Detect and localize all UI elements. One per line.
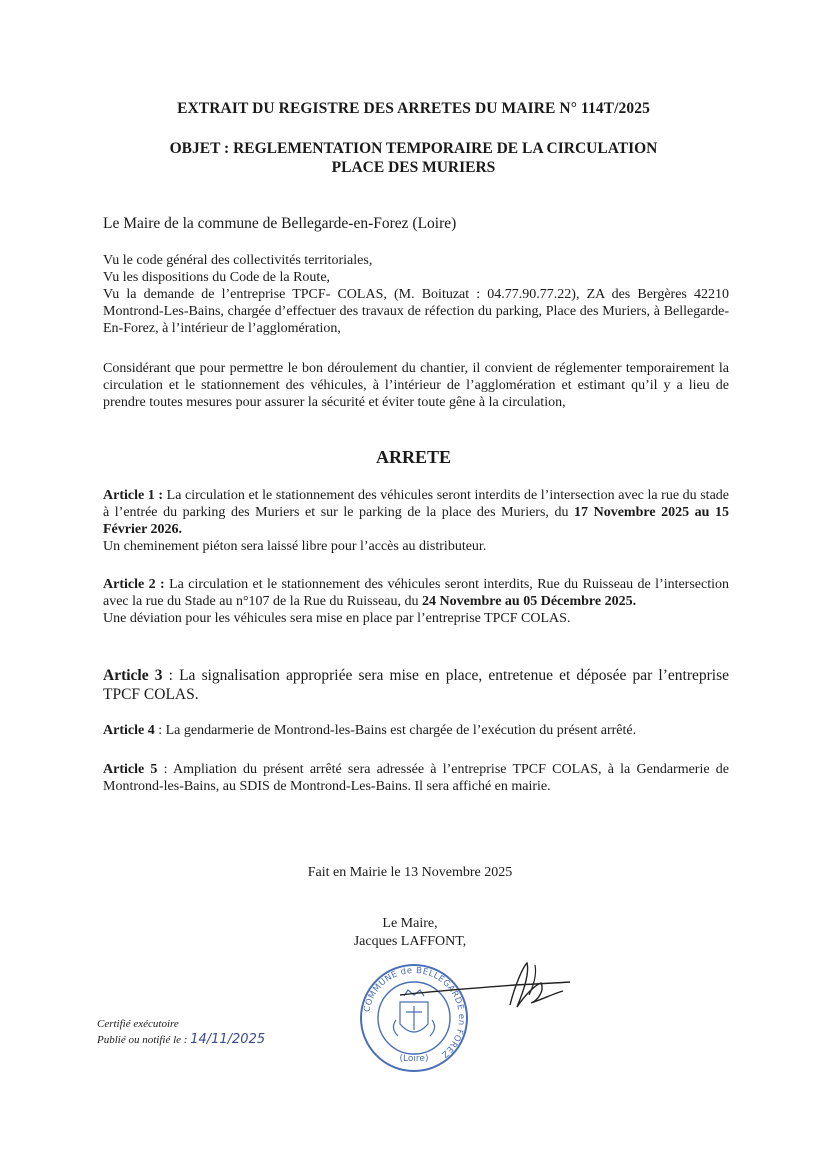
vu-line-3: Vu la demande de l’entreprise TPCF- COLAS, (M. Boituzat : 04.77.90.77.22), ZA des Bergères 42210 Montrond-Les-Bains, chargée d’effectuer des travaux de réfection du parking, Place des Muriers, à Bellegarde-En-Forez, à l’intérieur de l’agglomération, <box>103 287 729 336</box>
article-3 <box>103 666 729 704</box>
vu-block <box>103 252 729 337</box>
article-2-label: Article 2 : <box>103 577 165 592</box>
article-2-note: Une déviation pour les véhicules sera mise en place par l’entreprise TPCF COLAS. <box>103 611 571 626</box>
arrete-heading: ARRETE <box>375 447 451 467</box>
document-title: EXTRAIT DU REGISTRE DES ARRETES DU MAIRE N° 114T/2025 <box>177 100 650 117</box>
article-1-dates: 17 Novembre 2025 au 15 Février 2026. <box>103 505 729 537</box>
maire-title: Le Maire, <box>382 916 438 931</box>
publie-notifie-label: Publié ou notifié le : <box>97 1034 188 1046</box>
handwritten-signature <box>395 955 575 1015</box>
article-4-text: : La gendarmerie de Montrond-les-Bains est chargée de l’exécution du présent arrêté. <box>154 723 637 738</box>
article-5-label: Article 5 <box>103 762 158 777</box>
article-5-text: : Ampliation du présent arrêté sera adressée à l’entreprise TPCF COLAS, à la Gendarmerie de Montrond-les-Bains, au SDIS de Montrond-Les-Bains. Il sera affiché en mairie. <box>103 762 729 794</box>
object-line-1: OBJET : REGLEMENTATION TEMPORAIRE DE LA CIRCULATION <box>169 140 658 157</box>
article-3-text: : La signalisation appropriée sera mise en place, entretenue et déposée par l’entreprise TPCF COLAS. <box>103 667 729 703</box>
article-3-label: Article 3 <box>103 667 163 684</box>
certification-line-1: Certifié exécutoire <box>97 1018 179 1030</box>
article-1 <box>103 487 729 555</box>
maire-name: Jacques LAFFONT, <box>353 934 467 949</box>
vu-line-2: Vu les dispositions du Code de la Route, <box>103 270 331 285</box>
article-1-label: Article 1 : <box>103 488 164 503</box>
certification-line-2 <box>97 1032 265 1048</box>
article-4-label: Article 4 <box>103 723 155 738</box>
article-2 <box>103 576 729 627</box>
article-1-text: La circulation et le stationnement des véhicules seront interdits de l’intersection avec la rue du stade à l’entrée du parking des Muriers et sur le parking de la place des Muriers, du <box>103 488 729 520</box>
stamp-loire-text: (Loire) <box>399 1054 429 1064</box>
article-4 <box>103 722 729 739</box>
fait-en-mairie: Fait en Mairie le 13 Novembre 2025 <box>307 865 513 880</box>
article-2-dates: 24 Novembre au 05 Décembre 2025. <box>421 594 637 609</box>
handwritten-date: 14/11/2025 <box>190 1032 266 1047</box>
intro-line: Le Maire de la commune de Bellegarde-en-Forez (Loire) <box>103 215 457 232</box>
object-line-2: PLACE DES MURIERS <box>331 159 496 176</box>
article-2-text: La circulation et le stationnement des véhicules seront interdits, Rue du Ruisseau de l’intersection avec la rue du Stade au n°107 de la Rue du Ruisseau, du <box>103 577 729 609</box>
certification-block <box>97 1017 265 1048</box>
signature-block <box>325 915 495 951</box>
stamp-ring-text: COMMUNE de BELLEGARDE en FOREZ <box>362 965 467 1060</box>
article-5 <box>103 761 729 795</box>
considerant-paragraph: Considérant que pour permettre le bon déroulement du chantier, il convient de réglementer temporairement la circulation et le stationnement des véhicules, à l’intérieur de l’agglomération et estimant qu’il y a lieu de prendre toutes mesures pour assurer la sécurité et éviter toute gêne à la circulation, <box>103 361 729 410</box>
vu-line-1: Vu le code général des collectivités territoriales, <box>103 253 373 268</box>
object-heading <box>0 139 827 177</box>
article-1-note: Un cheminement piéton sera laissé libre pour l’accès au distributeur. <box>103 539 487 554</box>
